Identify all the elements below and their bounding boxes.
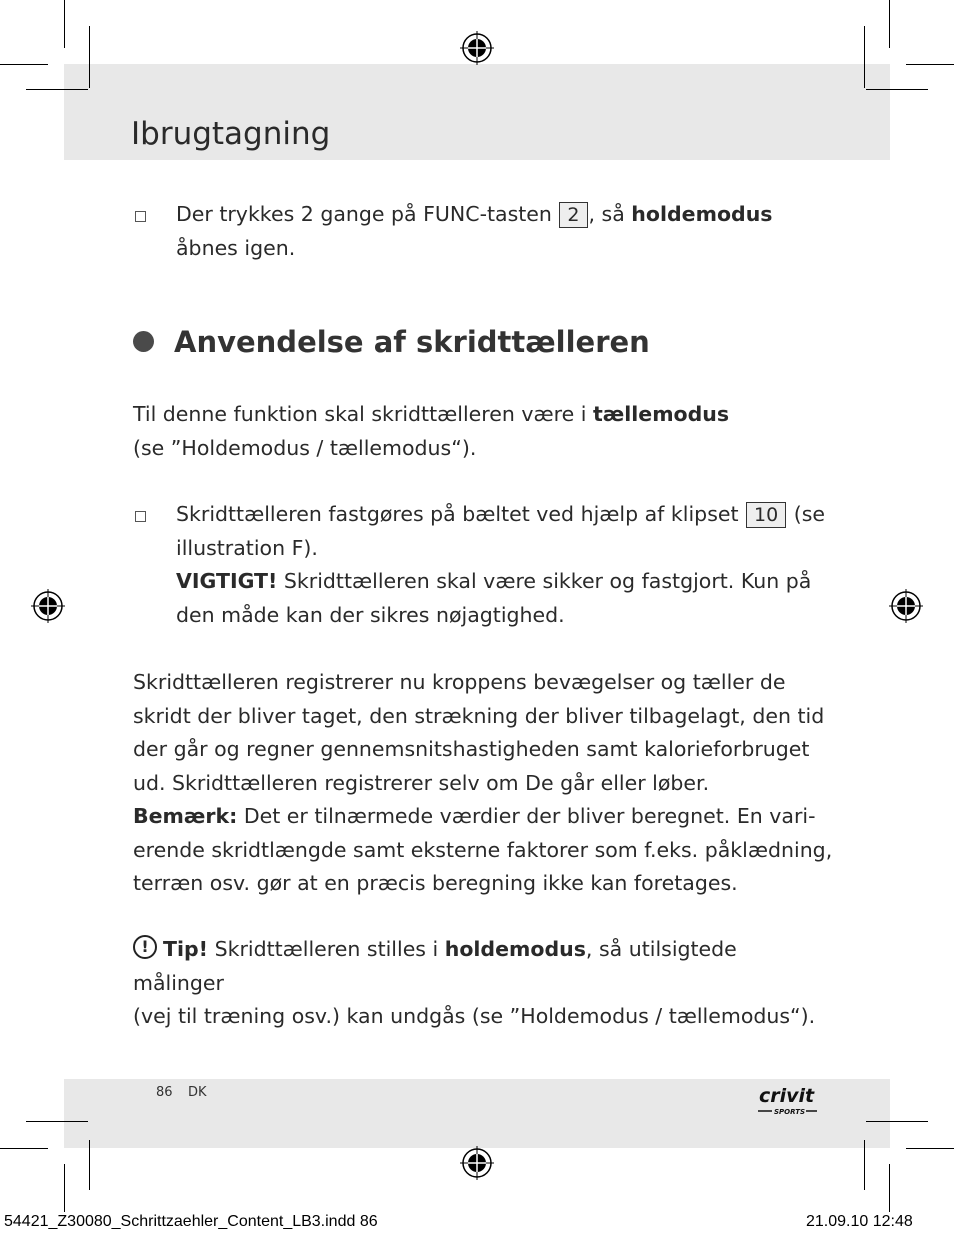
page-number: 86 xyxy=(156,1085,173,1100)
key-reference: 10 xyxy=(746,502,786,528)
crop-mark xyxy=(864,1140,865,1190)
registration-mark-icon xyxy=(460,1146,494,1180)
crop-mark xyxy=(89,1140,90,1190)
language-code: DK xyxy=(188,1085,207,1100)
crop-mark xyxy=(866,1121,928,1122)
crop-mark xyxy=(89,26,90,88)
checkbox-icon xyxy=(135,211,146,222)
file-slug: 54421_Z30080_Schrittzaehler_Content_LB3.indd 86 xyxy=(4,1213,378,1230)
logo-text: crivit xyxy=(759,1085,815,1107)
tip-paragraph: ! Tip! Skridttælleren stilles i holdemodus, så utilsigtede målinger (vej til træning osv.) kan undgås (se ”Holdemodus / tællemodus“). xyxy=(133,937,816,1028)
crop-mark xyxy=(906,1148,954,1149)
exclamation-icon: ! xyxy=(133,935,157,959)
checkbox-icon xyxy=(135,511,146,522)
registration-mark-icon xyxy=(31,589,65,623)
intro-paragraph: Til denne funktion skal skridttælleren være i tællemodus (se ”Holdemodus / tællemodus“). xyxy=(133,402,730,460)
crop-mark xyxy=(0,1148,48,1149)
crop-mark xyxy=(889,0,890,48)
logo-subtext: SPORTS xyxy=(774,1108,806,1116)
crop-mark xyxy=(26,89,88,90)
crivit-logo xyxy=(755,1082,825,1118)
crop-mark xyxy=(0,64,48,65)
crop-mark xyxy=(906,64,954,65)
crop-mark xyxy=(26,1121,88,1122)
bullet-dot-icon xyxy=(133,331,154,352)
crop-mark xyxy=(866,89,928,90)
page-title: Ibrugtagning xyxy=(131,116,331,152)
crop-mark xyxy=(64,0,65,48)
date-slug: 21.09.10 12:48 xyxy=(806,1213,913,1230)
crop-mark xyxy=(864,26,865,88)
registration-mark-icon xyxy=(460,31,494,65)
registration-mark-icon xyxy=(889,589,923,623)
section-heading: Anvendelse af skridttælleren xyxy=(133,325,650,359)
body-paragraph: Skridttælleren registrerer nu kroppens bevægelser og tæller de skridt der bliver taget, den strækning der bliver tilbagelagt, den tid der går og regner gennemsnitshastigheden samt kalorieforbruget ud. Skridttælleren registrerer selv om De går eller løber. Bemærk: Det er tilnærmede værdier der bliver beregnet. En vari- erende skridtlængde samt eksterne faktorer som f.eks. påklædning, terræn osv. gør at en præcis beregning ikke kan foretages. xyxy=(133,670,833,895)
crop-mark xyxy=(889,1164,890,1212)
list-item: Der trykkes 2 gange på FUNC-tasten 2 , så holdemodus åbnes igen. xyxy=(133,198,833,265)
key-reference: 2 xyxy=(559,202,587,228)
list-item: Skridttælleren fastgøres på bæltet ved hjælp af klipset 10 (se illustration F). VIGTIGT! Skridttælleren skal være sikker og fastgjort. Kun på den måde kan der sikres nøjagtighed. xyxy=(133,498,833,632)
crop-mark xyxy=(64,1164,65,1212)
